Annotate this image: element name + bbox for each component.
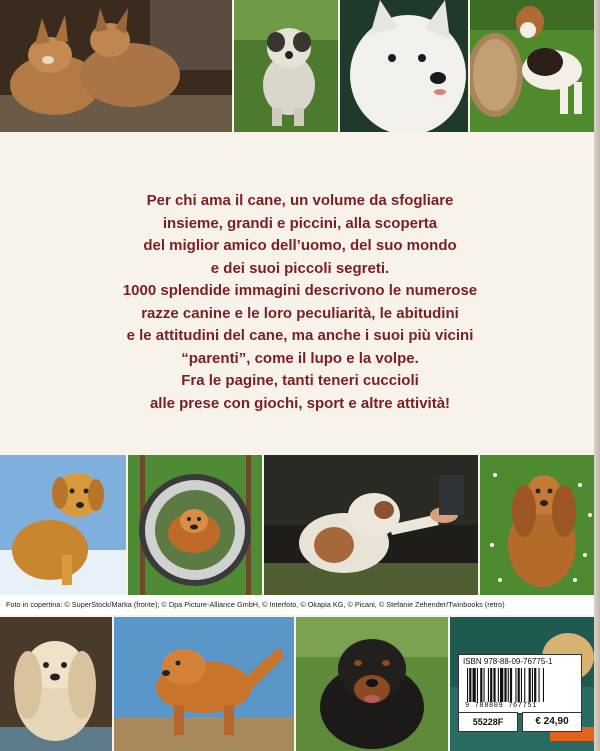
photo-dog-tyre <box>128 455 262 595</box>
photo-credits: Foto in copertina: © SuperStock/Marka (fronte); © Dpa Picture-Alliance GmbH, © Interfoto, © Okapia KG, © Picani, © Stefanie Zehender/Twinbooks (retro) <box>0 595 600 615</box>
barcode-stripe <box>515 668 516 702</box>
barcode-stripe <box>504 668 506 702</box>
spine-edge <box>594 0 600 751</box>
photo-white-dog <box>340 0 468 132</box>
barcode-stripe <box>543 668 544 702</box>
barcode-stripe <box>490 668 492 702</box>
barcode-stripe <box>532 668 533 702</box>
blurb-line: del miglior amico dell’uomo, del suo mondo <box>143 237 457 254</box>
photo-beagle <box>470 0 600 132</box>
barcode-stripe <box>469 668 471 702</box>
barcode-stripe <box>529 668 531 702</box>
photo-bulldog <box>264 455 478 595</box>
photo-golden-retriever-running <box>114 617 294 751</box>
photo-wolf-cubs <box>0 0 232 132</box>
price-label: € 24,90 <box>522 712 582 732</box>
barcode-stripe <box>477 668 478 702</box>
barcode-stripe <box>480 668 482 702</box>
barcode-stripe <box>539 668 540 702</box>
barcode-stripe <box>518 668 520 702</box>
barcode-stripe <box>498 668 499 702</box>
blurb-line: razze canine e le loro peculiarità, le abitudini <box>141 304 459 322</box>
barcode-stripe <box>493 668 495 702</box>
blurb-line: “parenti”, come il lupo e la volpe. <box>181 349 419 367</box>
barcode-stripe <box>500 668 503 702</box>
photo-sheepdog-puppy <box>234 0 338 132</box>
blurb-line: Fra le pagine, tanti teneri cuccioli <box>181 372 419 389</box>
blurb-line: e le attitudini del cane, ma anche i suoi più vicini <box>126 327 474 344</box>
product-code-label: 55228F <box>458 712 518 732</box>
blurb-line: insieme, grandi e piccini, alla scoperta <box>162 214 438 232</box>
barcode-stripe <box>510 668 512 702</box>
barcode-stripe <box>484 668 485 702</box>
blurb-line: e dei suoi piccoli segreti. <box>210 259 390 277</box>
barcode-stripe <box>508 668 509 702</box>
blurb-line: alle prese con giochi, sport e altre attività! <box>149 394 451 412</box>
barcode-box <box>458 654 582 714</box>
barcode-number: 9 788809 767751 <box>465 702 538 710</box>
barcode-stripe <box>521 668 522 702</box>
barcode-stripe <box>467 668 468 702</box>
isbn-label: ISBN 978-88-09-76775-1 <box>463 657 553 666</box>
barcode-bars <box>467 668 571 702</box>
photo-rottweiler <box>296 617 448 751</box>
back-cover-blurb <box>60 190 540 415</box>
photo-golden-puppy-snow <box>0 455 126 595</box>
photo-lhasa-apso <box>0 617 112 751</box>
blurb-line: Per chi ama il cane, un volume da sfogliare <box>146 192 454 209</box>
barcode-stripe <box>534 668 536 702</box>
blurb-line: 1000 splendide immagini descrivono le numerose <box>122 282 478 299</box>
barcode-stripe <box>524 668 525 702</box>
barcode-stripe <box>488 668 489 702</box>
barcode-stripe <box>473 668 476 702</box>
photo-cocker-spaniel <box>480 455 600 595</box>
